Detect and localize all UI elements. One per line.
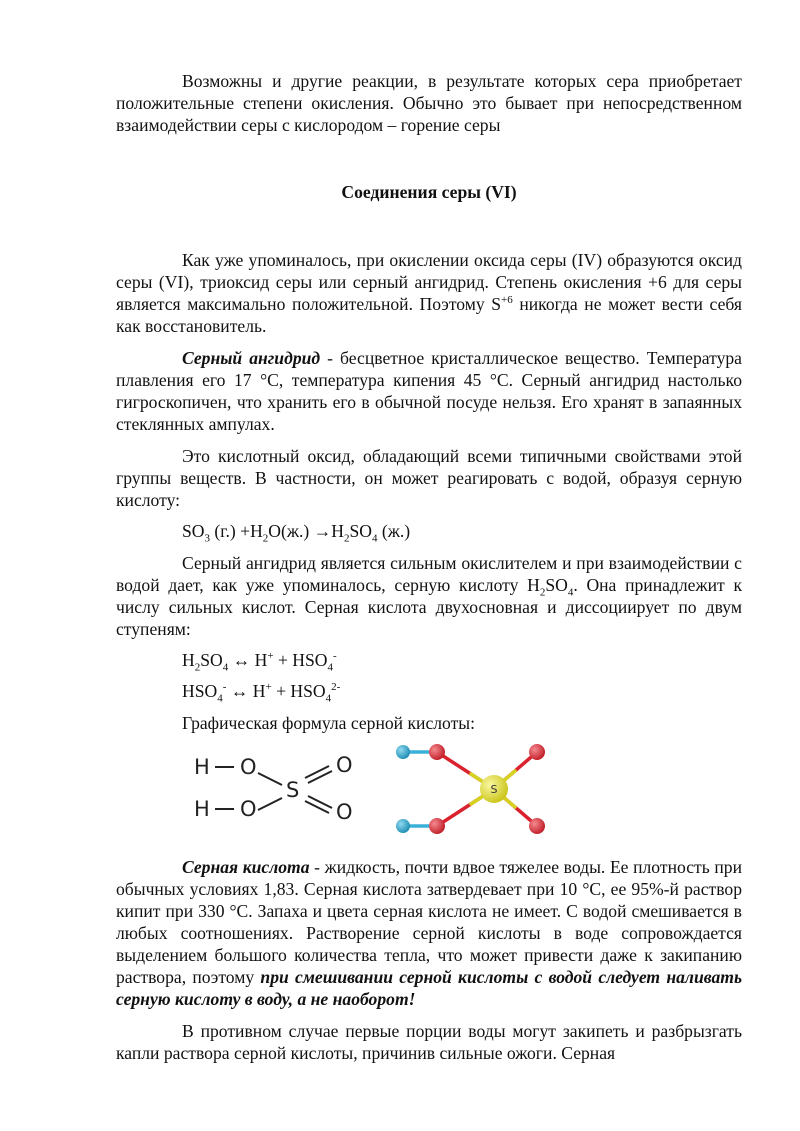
- ball-oxygen-4: [529, 818, 545, 834]
- bond-s-o-double-2a: [305, 801, 329, 813]
- atom-h-1: H: [194, 755, 210, 779]
- ball-sulfur-label: S: [490, 783, 498, 796]
- atom-o-2: O: [240, 797, 257, 821]
- term-sulfuric-acid: Серная кислота: [182, 857, 310, 877]
- ball-oxygen-2: [429, 818, 445, 834]
- atom-s: S: [286, 778, 300, 802]
- equation-so3-water: $SO_3$ $(г.) +H_2O(ж.) \to H_2SO_4$ (ж.): [182, 521, 411, 545]
- ball-and-stick-model: [393, 744, 583, 842]
- paragraph-otherwise: В противном случае первые порции воды могут закипеть и разбрызгать капли раствора серной кислоты, причинив сильные ожоги. Серная: [116, 1021, 742, 1063]
- paragraph-acid-oxide: Это кислотный оксид, обладающий всеми типичными свойствами этой группы веществ. В частности, он может реагировать с водой, образуя серную кислоту:: [116, 446, 742, 510]
- document-page: [116, 70, 742, 1064]
- atom-h-2: H: [194, 797, 210, 821]
- structural-formula: [188, 744, 388, 842]
- bond-s-o-double-2b: [308, 796, 332, 808]
- paragraph-intro: Возможны и другие реакции, в результате которых сера приобретает положительные степени окисления. Обычно это бывает при непосредственном взаимодействии серы с кислородом – горение серы: [116, 71, 742, 135]
- term-anhydride: Серный ангидрид: [182, 348, 321, 368]
- paragraph-oxidation: Как уже упоминалось, при окислении оксида серы (IV) образуются оксид серы (VI), триоксид серы или серный ангидрид. Степень окисления +6 для серы является максимально положительной. Поэтому $S^{+6}$ никогда не может вести себя как восстановитель.: [116, 250, 742, 336]
- equation-dissociation-2: $HSO_4^-$ ↔ $H^+ + HSO_4^{2-}$: [182, 681, 341, 705]
- ball-oxygen-1: [429, 744, 445, 760]
- safety-rule: при смешивании серной кислоты с водой следует наливать серную кислоту в воду, а не наоборот!: [116, 967, 742, 1009]
- sulfuric-acid-figure: [116, 744, 742, 842]
- section-heading: Соединения серы (VI): [341, 182, 517, 202]
- paragraph-graphic-formula: Графическая формула серной кислоты:: [182, 713, 476, 733]
- paragraph-anhydride: Серный ангидрид - бесцветное кристаллическое вещество. Температура плавления его 17 °С, температура кипения 45 °С. Серный ангидрид настолько гигроскопичен, что хранить его в обычной посуде нельзя. Его хранят в запаянных стеклянных ампулах.: [116, 348, 742, 434]
- paragraph-sulfuric-acid: Серная кислота - жидкость, почти вдвое тяжелее воды. Ее плотность при обычных условиях 1,83. Серная кислота затвердевает при 10 °С, ее 95%-й раствор кипит при 330 °С. Запаха и цвета серная кислота не имеет. С водой смешивается в любых соотношениях. Растворение серной кислоты в воде сопровождается выделением большого количества тепла, что может привести даже к закипанию раствора, поэтому при смешивании серной кислоты с водой следует наливать серную кислоту в воду, а не наоборот!: [116, 857, 742, 1009]
- bond-o-s-2: [258, 798, 282, 810]
- ball-hydrogen-1: [396, 745, 410, 759]
- bond-s-o-double-1a: [305, 766, 329, 778]
- ball-oxygen-3: [529, 744, 545, 760]
- atom-o-1: O: [240, 755, 257, 779]
- equation-dissociation-1: $H_2SO_4$ ↔ $H^+ + HSO_4^-$: [182, 650, 337, 674]
- ball-hydrogen-2: [396, 819, 410, 833]
- atom-o-3: O: [336, 753, 353, 777]
- bond-s-o-double-1b: [308, 771, 332, 783]
- bond-o-s-1: [258, 773, 282, 785]
- atom-o-4: O: [336, 800, 353, 824]
- paragraph-strong-oxidizer: Серный ангидрид является сильным окислителем и при взаимодействии с водой дает, как уже упоминалось, серную кислоту $H_2SO_4$. Она принадлежит к числу сильных кислот. Серная кислота двухосновная и диссоциирует по двум ступеням:: [116, 553, 742, 639]
